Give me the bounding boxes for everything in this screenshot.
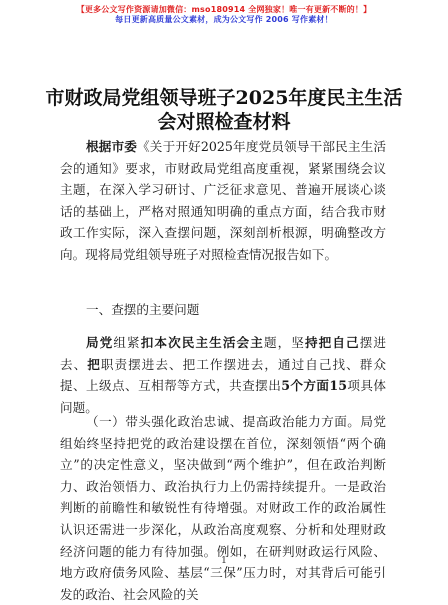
intro-text: 《关于开好2025年度党员领导干部民主生活会的通知》要求，市财政局党组高度重视，紧紧围绕会议主题，在深入学习研讨、广泛征求意见、普遍开展谈心谈话的基础上，严格对照通知明确的重点方面，结合我市财政工作实际，深入查摆问题，深刻剖析根源，明确整改方向。现将局党组领导班子对照检查情况报告如下。 <box>60 139 386 262</box>
promo-banner-line-1: 【更多公文写作资源请加微信：mso180914 全网独家！唯一有更新不断的！】 <box>76 5 372 14</box>
summary-seg-1: 局党 <box>86 335 114 350</box>
intro-bold-prefix: 根据市委 <box>86 139 138 154</box>
intro-paragraph <box>60 136 386 266</box>
summary-seg-5: 持把自己 <box>305 335 360 350</box>
page-number: 1 <box>221 556 227 566</box>
summary-paragraph <box>60 332 386 418</box>
promo-banner-line-2: 每日更新高质量公文素材，成为公文写作 2006 写作素材！ <box>115 15 333 24</box>
point-1-heading: （一）带头强化政治忠诚、提高政治能力方面。 <box>86 414 361 429</box>
point-1-paragraph <box>60 411 386 605</box>
document-title: 市财政局党组领导班子2025年度民主生活会对照检查材料 <box>45 87 403 133</box>
summary-seg-6: 摆进去、 <box>60 335 387 372</box>
section-heading: 一、查摆的主要问题 <box>86 302 200 317</box>
summary-seg-3: 扣本次民主生活会主 <box>140 335 264 350</box>
summary-seg-4: 题，坚 <box>263 335 305 350</box>
summary-seg-10: 项具体问题。 <box>60 378 387 415</box>
summary-seg-8: 职责摆进去、把工作摆进去，通过自己找、群众提、上级点、互相帮等方式，共查摆出 <box>60 356 387 394</box>
point-1-text: 局党组始终坚持把党的政治建设摆在首位，深刻领悟“两个确立”的决定性意义，坚决做到“两个维护”，但在政治判断力、政治领悟力、政治执行力上仍需持续提升。一是政治判断的前瞻性和敏锐性有待增强。对财政工作的政治属性认识还需进一步深化，从政治高度观察、分析和处理财政经济问题的能力有待加强。例如，在研判财政运行风险、地方政府债务风险、基层“三保”压力时，对其背后可能引发的政治、社会风险的关 <box>60 414 387 602</box>
summary-seg-9: 5个方面15 <box>281 378 347 394</box>
summary-seg-2: 组紧 <box>113 335 141 350</box>
summary-seg-7: 把 <box>87 356 101 372</box>
